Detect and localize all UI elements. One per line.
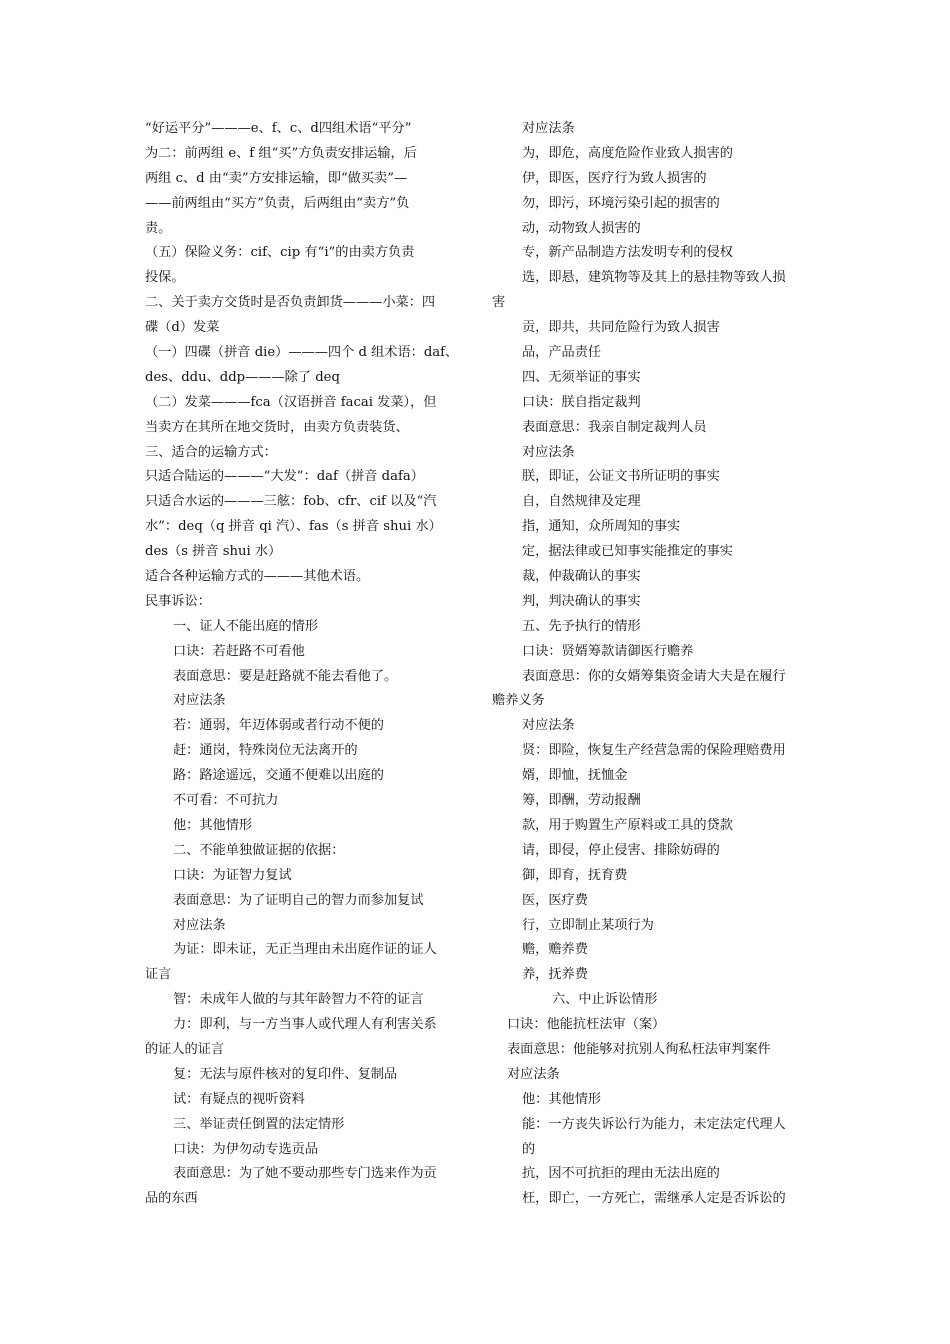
right-line-30: 请，即侵，停止侵害、排除妨碍的 [522, 842, 720, 858]
right-line-38: 表面意思：他能够对抗别人徇私枉法审判案件 [507, 1041, 771, 1057]
right-line-42: 的 [522, 1141, 536, 1157]
right-line-44: 枉，即亡，一方死亡，需继承人定是否诉讼的 [522, 1191, 786, 1207]
right-line-27: 婿，即恤，抚恤金 [522, 768, 628, 784]
right-line-36: 六、中止诉讼情形 [552, 992, 658, 1008]
left-line-32: 表面意思：为了证明自己的智力而参加复试 [173, 892, 424, 908]
left-line-18: des（s 拼音 shui 水） [145, 544, 282, 560]
left-line-1: “好运平分”———e、f、c、d四组术语“平分” [145, 121, 412, 136]
left-line-40: 试：有疑点的视听资料 [173, 1091, 305, 1107]
left-line-25: 若：通弱，年迈体弱或者行动不便的 [173, 718, 384, 734]
left-line-21: 一、证人不能出庭的情形 [173, 618, 319, 634]
right-line-18: 定，据法律或已知事实能推定的事实 [522, 544, 733, 560]
right-line-35: 养，抚养费 [522, 967, 588, 983]
left-line-27: 路：路途遥远，交通不便难以出庭的 [173, 768, 384, 784]
left-line-8: 二、关于卖方交货时是否负责卸货———小菜：四 [145, 295, 436, 311]
right-line-37: 口诀：他能抗枉法审（案） [507, 1017, 666, 1033]
left-line-33: 对应法条 [173, 917, 226, 933]
left-line-41: 三、举证责任倒置的法定情形 [173, 1116, 345, 1132]
left-line-6: （五）保险义务：cif、cip 有“i”的由卖方负责 [145, 245, 415, 261]
right-line-21: 五、先予执行的情形 [522, 618, 641, 634]
right-line-31: 御，即育，抚育费 [522, 867, 628, 883]
left-line-11: des、ddu、ddp———除了 deq [145, 369, 340, 385]
left-line-28: 不可看：不可抗力 [173, 793, 279, 809]
left-line-36: 智：未成年人做的与其年龄智力不符的证言 [173, 992, 424, 1008]
right-line-33: 行，立即制止某项行为 [522, 917, 654, 933]
right-line-26: 贤：即险，恢复生产经营急需的保险理赔费用 [522, 743, 786, 759]
right-line-32: 医，医疗费 [522, 892, 588, 908]
left-line-38: 的证人的证言 [145, 1041, 225, 1057]
right-line-4: 勿，即污，环境污染引起的损害的 [522, 195, 720, 211]
left-line-39: 复：无法与原件核对的复印件、复制品 [173, 1066, 398, 1082]
left-line-2: 为二：前两组 e、f 组“买”方负责安排运输，后 [145, 145, 417, 161]
left-line-14: 三、适合的运输方式： [145, 444, 277, 460]
right-line-12: 口诀：朕自指定裁判 [522, 394, 641, 410]
left-line-7: 投保。 [145, 270, 185, 286]
left-line-5: 责。 [145, 220, 172, 236]
left-line-10: （一）四碟（拼音 die）———四个 d 组术语：daf、 [145, 345, 459, 361]
left-line-9: 碟（d）发菜 [145, 320, 220, 336]
right-line-14: 对应法条 [522, 444, 575, 460]
right-line-3: 伊，即医，医疗行为致人损害的 [522, 170, 707, 186]
right-line-24: 赡养义务 [492, 693, 545, 709]
left-line-22: 口诀：若赶路不可看他 [173, 643, 305, 659]
right-line-19: 裁，仲裁确认的事实 [522, 569, 641, 585]
left-line-13: 当卖方在其所在地交货时，由卖方负责装货、 [145, 419, 409, 435]
right-line-7: 选，即悬，建筑物等及其上的悬挂物等致人损 [522, 270, 786, 286]
left-line-19: 适合各种运输方式的———其他术语。 [145, 569, 370, 585]
left-line-16: 只适合水运的———三舷：fob、cfr、cif 以及“汽 [145, 494, 437, 510]
left-line-3: 两组 c、d 由“卖”方安排运输，即“做买卖”— [145, 170, 408, 186]
right-line-25: 对应法条 [522, 718, 575, 734]
right-line-17: 指，通知，众所周知的事实 [522, 519, 681, 535]
right-line-1: 对应法条 [522, 121, 575, 136]
right-line-22: 口诀：贤婿筹款请御医行赡养 [522, 643, 694, 659]
right-line-40: 他：其他情形 [522, 1091, 602, 1107]
left-line-37: 力：即利，与一方当事人或代理人有利害关系 [173, 1017, 437, 1033]
right-column [492, 117, 814, 1212]
left-line-42: 口诀：为伊勿动专选贡品 [173, 1141, 319, 1157]
left-line-20: 民事诉讼： [145, 593, 211, 609]
right-line-16: 自，自然规律及定理 [522, 494, 641, 510]
left-line-30: 二、不能单独做证据的依据： [173, 842, 345, 858]
left-line-35: 证言 [145, 967, 172, 983]
right-line-23: 表面意思：你的女婿筹集资金请大夫是在履行 [522, 668, 786, 684]
right-line-5: 动，动物致人损害的 [522, 220, 641, 236]
left-line-43: 表面意思：为了她不要动那些专门选来作为贡 [173, 1166, 437, 1182]
left-line-31: 口诀：为证智力复试 [173, 867, 292, 883]
left-line-23: 表面意思：要是赶路就不能去看他了。 [173, 668, 398, 684]
right-line-43: 抗，因不可抗拒的理由无法出庭的 [522, 1166, 720, 1182]
right-line-11: 四、无须举证的事实 [522, 369, 641, 385]
right-line-2: 为，即危，高度危险作业致人损害的 [522, 145, 733, 161]
right-line-41: 能：一方丧失诉讼行为能力，未定法定代理人 [522, 1116, 786, 1132]
right-line-9: 贡，即共，共同危险行为致人损害 [522, 320, 720, 336]
left-line-44: 品的东西 [145, 1191, 198, 1207]
right-line-8: 害 [492, 295, 506, 311]
left-line-4: ——前两组由“买方”负责，后两组由“卖方”负 [145, 195, 410, 211]
left-line-24: 对应法条 [173, 693, 226, 709]
right-line-6: 专，新产品制造方法发明专利的侵权 [522, 245, 733, 261]
right-line-13: 表面意思：我亲自制定裁判人员 [522, 419, 707, 435]
right-line-15: 朕，即证，公证文书所证明的事实 [522, 469, 720, 485]
right-line-39: 对应法条 [507, 1066, 560, 1082]
left-line-29: 他：其他情形 [173, 817, 253, 833]
right-line-28: 筹，即酬，劳动报酬 [522, 793, 641, 809]
right-line-29: 款，用于购置生产原料或工具的贷款 [522, 817, 733, 833]
right-line-20: 判，判决确认的事实 [522, 593, 641, 609]
left-line-17: 水”：deq（q 拼音 qi 汽）、fas（s 拼音 shui 水） [145, 519, 442, 535]
left-line-34: 为证：即未证，无正当理由未出庭作证的证人 [173, 942, 437, 958]
left-line-15: 只适合陆运的———“大发”：daf（拼音 dafa） [145, 469, 424, 485]
left-line-26: 赶：通岗，特殊岗位无法离开的 [173, 743, 358, 759]
left-line-12: （二）发菜———fca（汉语拼音 facai 发菜），但 [145, 394, 437, 410]
right-line-10: 品，产品责任 [522, 345, 602, 361]
left-column [145, 117, 465, 1212]
right-line-34: 赡，赡养费 [522, 942, 588, 958]
